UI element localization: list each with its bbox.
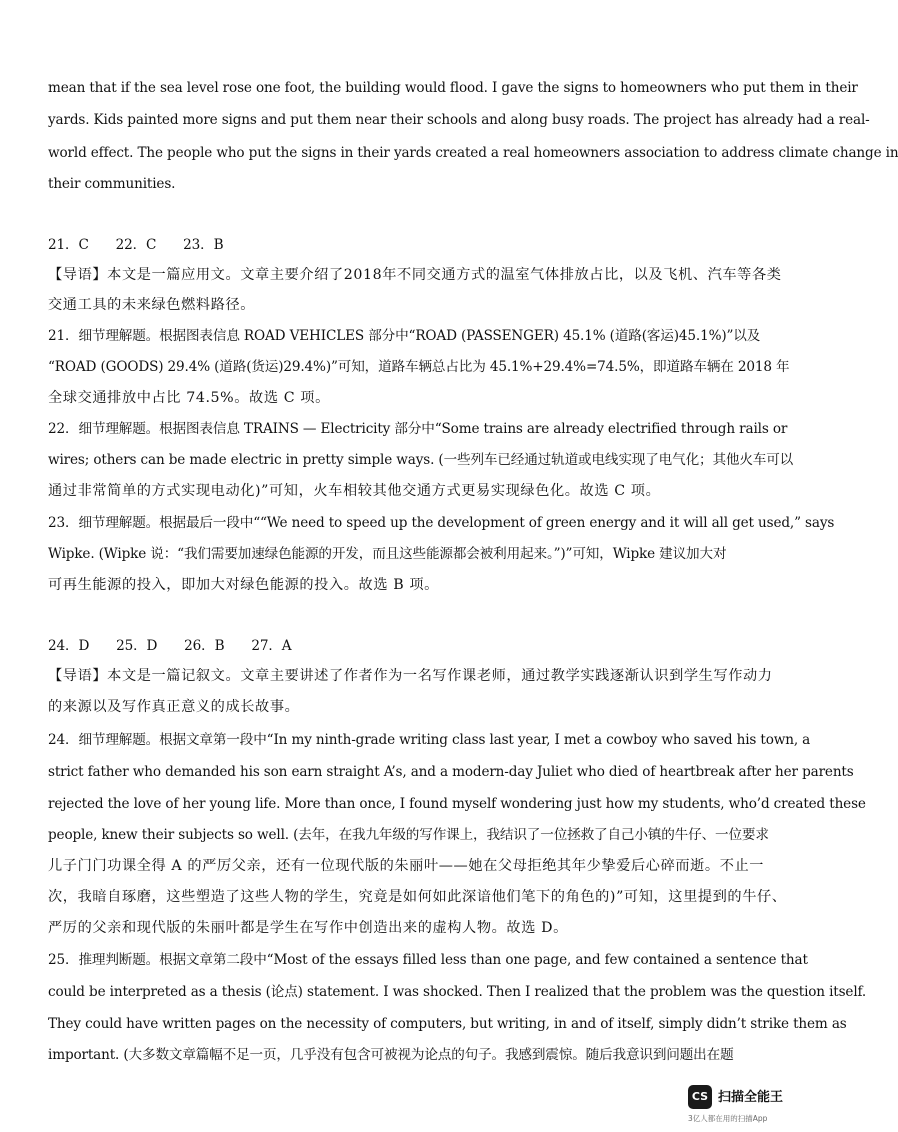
text-line: their communities. [48, 176, 176, 192]
explanation-line: 儿子门门功课全得 A 的严厉父亲，还有一位现代版的朱丽叶——她在父母拒绝其年少挚爱后心碎而逝。不止一 [48, 858, 765, 874]
explanation-line: 可再生能源的投入，即加大对绿色能源的投入。故选 B 项。 [48, 577, 439, 593]
explanation-line: 严厉的父亲和现代版的朱丽叶都是学生在写作中创造出来的虚构人物。故选 D。 [48, 920, 568, 936]
intro-line: 的来源以及写作真正意义的成长故事。 [48, 699, 300, 715]
explanation-line: 22．细节理解题。根据图表信息 TRAINS — Electricity 部分中“Some trains are already electrified through rails or [48, 421, 788, 437]
text-line: mean that if the sea level rose one foot, the building would flood. I gave the signs to homeowners who put them in their [48, 80, 858, 96]
text-line: yards. Kids painted more signs and put them near their schools and along busy roads. The project has already had a real- [48, 112, 870, 128]
answer-key-line: 21．C 22．C 23．B [48, 237, 224, 253]
intro-line: 【导语】本文是一篇记叙文。文章主要讲述了作者作为一名写作课老师，通过教学实践逐渐认识到学生写作动力 [48, 668, 773, 684]
explanation-line: people, knew their subjects so well. (去年，在我九年级的写作课上，我结识了一位拯救了自己小镇的牛仔、一位要求 [48, 827, 769, 843]
explanation-line: 次，我暗自琢磨，这些塑造了这些人物的学生，究竟是如何如此深谙他们笔下的角色的)”可知，这里提到的牛仔、 [48, 889, 787, 905]
explanation-line: “ROAD (GOODS) 29.4% (道路(货运)29.4%)”可知，道路车辆总占比为 45.1%+29.4%=74.5%，即道路车辆在 2018 年 [48, 359, 790, 375]
explanation-line: important. (大多数文章篇幅不足一页，几乎没有包含可被视为论点的句子。我感到震惊。随后我意识到问题出在题 [48, 1047, 734, 1063]
watermark-title: 扫描全能王 [718, 1090, 784, 1105]
answer-key-line: 24．D 25．D 26．B 27．A [48, 638, 292, 654]
text-line: world effect. The people who put the signs in their yards created a real homeowners association to address climate change in [48, 145, 898, 161]
explanation-line: Wipke. (Wipke 说：“我们需要加速绿色能源的开发，而且这些能源都会被利用起来。”)”可知，Wipke 建议加大对 [48, 546, 727, 562]
explanation-line: They could have written pages on the necessity of computers, but writing, in and of itself, simply didn’t strike them as [48, 1016, 847, 1032]
explanation-line: 21．细节理解题。根据图表信息 ROAD VEHICLES 部分中“ROAD (PASSENGER) 45.1% (道路(客运)45.1%)”以及 [48, 328, 761, 344]
explanation-line: wires; others can be made electric in pretty simple ways. (一些列车已经通过轨道或电线实现了电气化；其他火车可以 [48, 452, 794, 468]
explanation-line: 通过非常简单的方式实现电动化)”可知，火车相较其他交通方式更易实现绿色化。故选 C 项。 [48, 483, 661, 499]
explanation-line: rejected the love of her young life. More than once, I found myself wondering just how my students, who’d created these [48, 796, 866, 812]
explanation-line: 23．细节理解题。根据最后一段中““We need to speed up the development of green energy and it will all get used,” says [48, 515, 835, 531]
watermark-subtitle: 3亿人都在用的扫描App [688, 1114, 768, 1123]
explanation-line: could be interpreted as a thesis (论点) statement. I was shocked. Then I realized that the problem was the question itself. [48, 984, 867, 1000]
scanner-watermark [688, 1082, 800, 1126]
camscanner-logo-icon: CS [688, 1085, 712, 1109]
intro-line: 交通工具的未来绿色燃料路径。 [48, 297, 256, 313]
explanation-line: strict father who demanded his son earn straight A’s, and a modern-day Juliet who died of heartbreak after her parents [48, 764, 854, 780]
intro-line: 【导语】本文是一篇应用文。文章主要介绍了2018年不同交通方式的温室气体排放占比，以及飞机、汽车等各类 [48, 267, 782, 283]
explanation-line: 24．细节理解题。根据文章第一段中“In my ninth-grade writing class last year, I met a cowboy who saved his town, a [48, 732, 811, 748]
explanation-line: 25．推理判断题。根据文章第二段中“Most of the essays filled less than one page, and few contained a sentence that [48, 952, 808, 968]
explanation-line: 全球交通排放中占比 74.5%。故选 C 项。 [48, 390, 330, 406]
